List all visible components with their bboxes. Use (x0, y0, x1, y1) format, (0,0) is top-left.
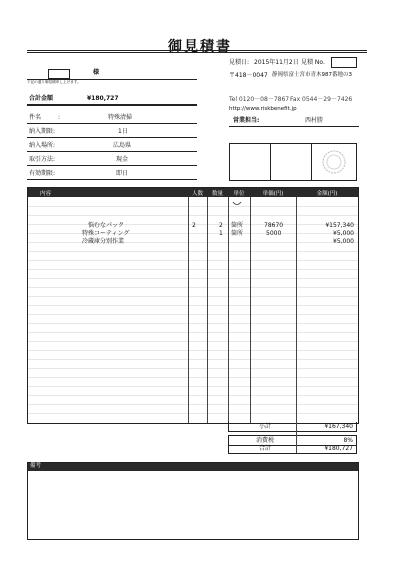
issuer-tel: Tel 0120－08－7867 (229, 96, 290, 103)
field-label: 納入期限: (29, 128, 56, 135)
totals-divider (296, 422, 297, 453)
header-unit: 単位 (233, 190, 245, 197)
sales-label: 営業担当: (233, 117, 260, 124)
col-divider (250, 197, 251, 423)
field-label: 有効期限: (29, 170, 56, 177)
sales-underline (229, 126, 359, 127)
cell-qty: 2 (219, 222, 223, 229)
recipient-name-box (48, 69, 70, 79)
stamp-box-1 (229, 143, 272, 181)
cell-price: 78670 (264, 222, 284, 229)
recipient-note: 下記の通り御見積申し上げます。 (27, 80, 81, 84)
issuer-address: 静岡県富士宮市青木987番地の3 (272, 72, 352, 78)
table-header (28, 188, 358, 197)
cell-content: 特殊コーティング (82, 230, 130, 237)
tax-label: 消費税 (256, 437, 275, 444)
issuer-url: http://www.riskbenefit.jp (229, 106, 297, 112)
field-underline (27, 179, 197, 180)
header-amount: 金額(円) (316, 190, 338, 197)
col-divider (228, 197, 229, 423)
grand-total-row (228, 444, 357, 454)
cell-amount: ¥5,000 (333, 238, 354, 245)
cell-amount: ¥157,340 (325, 222, 354, 229)
cell-qty: 1 (219, 230, 223, 237)
tax-value: 8% (343, 437, 353, 444)
quote-no-box (331, 57, 357, 68)
header-price: 単価(円) (262, 190, 284, 197)
grand-total-value: ¥180,727 (324, 445, 353, 452)
header-content: 内容 (40, 190, 52, 197)
remarks-label: 備考 (30, 463, 42, 469)
grand-total-label: 合計 (259, 445, 272, 452)
remarks-header (28, 463, 358, 471)
field-colon: : (58, 114, 61, 121)
stamp-box-3 (311, 143, 357, 181)
title-rule-bottom (27, 52, 367, 53)
total-amount-label: 合計金額 (29, 95, 54, 102)
col-divider (188, 197, 189, 423)
issuer-postal: 〒418－0047 (229, 72, 268, 79)
remarks-box (27, 462, 359, 540)
field-value: 1日 (118, 128, 128, 135)
header-people: 人数 (191, 190, 203, 197)
header-qty: 数量 (211, 190, 223, 197)
field-label: 件名 (29, 114, 42, 121)
checkmark-icon (231, 200, 243, 208)
cell-people: 2 (192, 222, 196, 229)
date-value: 2015年11月2日 (254, 59, 299, 66)
field-underline (27, 137, 197, 138)
cell-amount: ¥5,000 (333, 230, 354, 237)
subtotal-value: ¥167,340 (324, 423, 353, 430)
subtotal-label: 小計 (259, 423, 272, 430)
totals-block (228, 422, 357, 456)
field-underline (27, 165, 197, 166)
field-label: 取引方法: (29, 156, 56, 163)
cell-price: 5000 (266, 230, 282, 237)
total-amount-value: ¥180,727 (87, 95, 119, 102)
cell-unit: 箇所 (231, 222, 244, 229)
recipient-honorific: 様 (93, 69, 100, 76)
subtotal-row (228, 422, 357, 432)
field-label: 納入場所: (29, 142, 56, 149)
col-divider (296, 197, 297, 423)
items-table (27, 187, 359, 424)
sales-name: 西村勝 (305, 117, 324, 124)
title-rule-top (27, 50, 367, 51)
field-value: 特殊清掃 (108, 114, 133, 121)
field-underline (27, 151, 197, 152)
field-value: 現金 (116, 156, 129, 163)
total-amount-underline (27, 104, 197, 106)
cell-content: 悩むなパック (88, 222, 125, 229)
date-label: 見積日: (229, 59, 250, 66)
page-title: 御見積書 (168, 39, 232, 55)
field-underline (27, 123, 197, 124)
cell-content: 冷蔵庫分別作業 (82, 238, 125, 245)
field-value: 即日 (116, 170, 129, 177)
cell-unit: 箇所 (231, 230, 244, 237)
company-seal-icon (312, 144, 356, 180)
field-value: 広島県 (113, 142, 132, 149)
quote-no-label: 見積 No. (301, 59, 325, 66)
stamp-box-2 (270, 143, 313, 181)
col-divider (207, 197, 208, 423)
issuer-fax: Fax 0544－29－7426 (290, 96, 353, 103)
